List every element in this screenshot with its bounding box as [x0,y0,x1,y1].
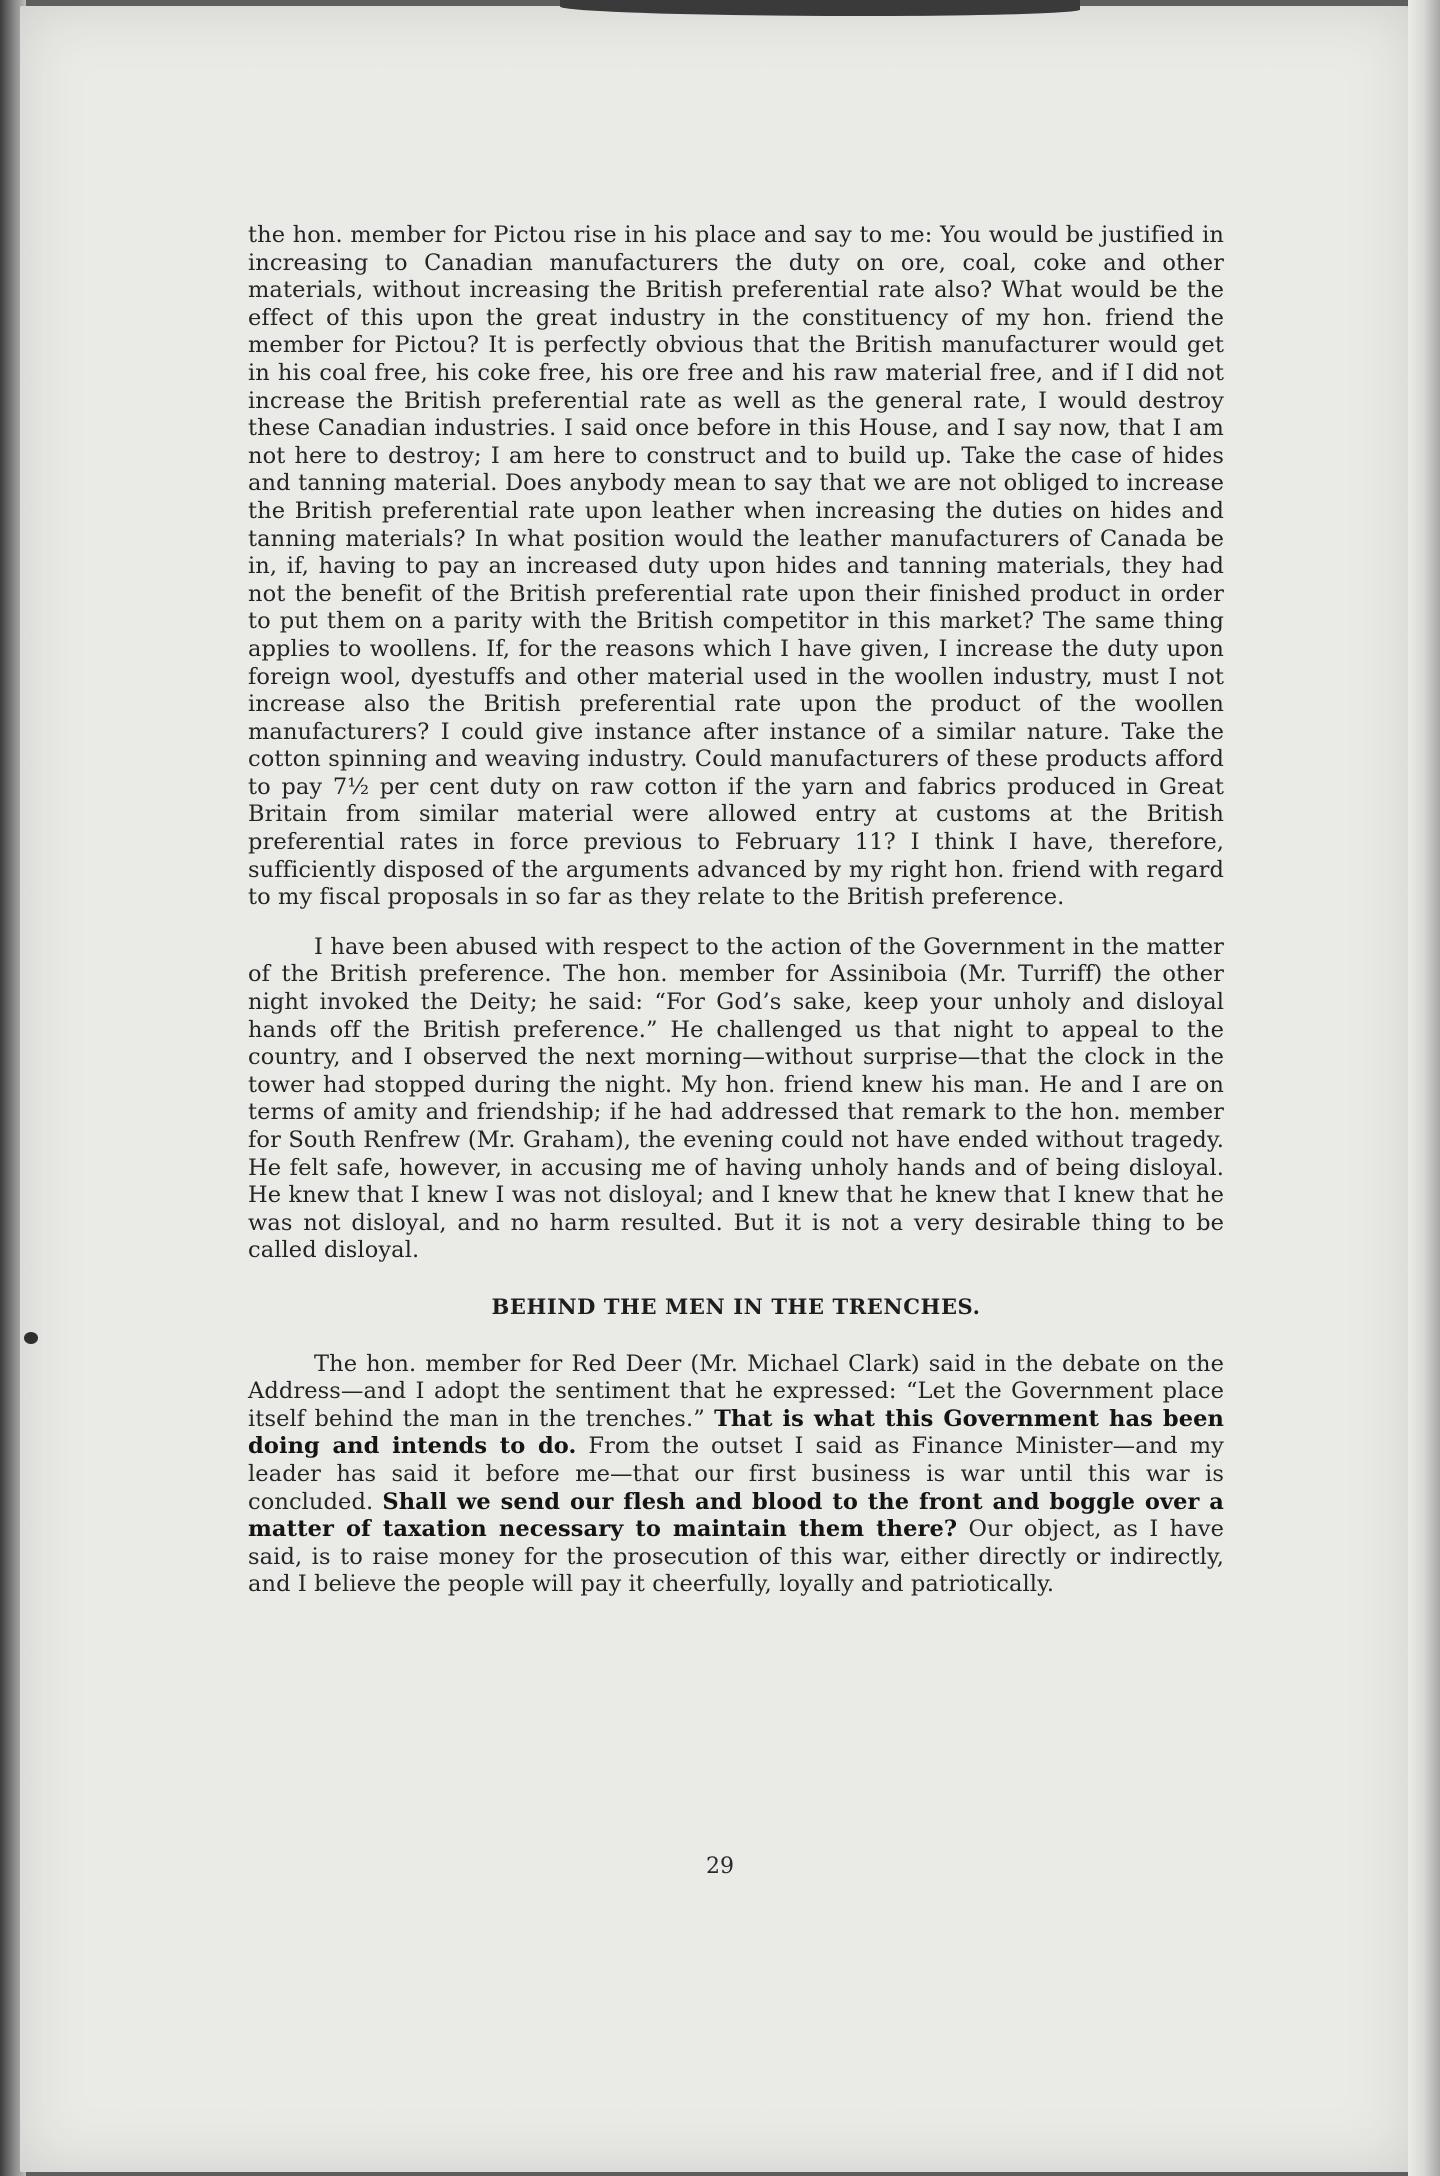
bold-text-run: Shall we send our flesh and blood to the front and boggle over a matter of taxation necessary to maintain them there? [248,1488,1224,1543]
paragraph-trenches [248,1351,1224,1599]
section-heading: BEHIND THE MEN IN THE TRENCHES. [491,1293,981,1319]
page-number: 29 [706,1854,734,1879]
paragraph-british-preference: I have been abused with respect to the action of the Government in the matter of the British preference. The hon. member for Assiniboia (Mr. Turriff) the other night invoked the Deity; he said: “For God’s sake, keep your unholy and disloyal hands off the British preference.” He challenged us that night to appeal to the country, and I observed the next morning—without surprise—that the clock in the tower had stopped during the night. My hon. friend knew his man. He and I are on terms of amity and friendship; if he had addressed that remark to the hon. member for South Renfrew (Mr. Graham), the evening could not have ended without tragedy. He felt safe, however, in accusing me of having unholy hands and of being disloyal. He knew that I knew I was not disloyal; and I knew that he knew that I knew that he was not disloyal, and no harm resulted. But it is not a very desirable thing to be called disloyal. [248,933,1224,1264]
text-run: The hon. member for Red Deer (Mr. Michael Clark) said in the debate on the Address—and I adopt the sentiment that he expressed: “Let the Government place itself behind the man in the trenches.” [248,1350,1224,1432]
text-run: From the outset I said as Finance Minister—and my leader has said it before me—that our first business is war until this war is concluded. [248,1433,1224,1515]
page-right-edge [1408,0,1440,2176]
body-text [248,222,1224,1621]
paragraph-continuation: the hon. member for Pictou rise in his place and say to me: You would be justified in increasing to Canadian manufacturers the duty on ore, coal, coke and other materials, without increasing the British preferential rate also? What would be the effect of this upon the great industry in the constituency of my hon. friend the member for Pictou? It is perfectly obvious that the British manufacturer would get in his coal free, his coke free, his ore free and his raw material free, and if I did not increase the British preferential rate as well as the general rate, I would destroy these Canadian industries. I said once before in this House, and I say now, that I am not here to destroy; I am here to construct and to build up. Take the case of hides and tanning material. Does anybody mean to say that we are not obliged to increase the British preferential rate upon leather when increasing the duties on hides and tanning materials? In what position would the leather manufacturers of Canada be in, if, having to pay an increased duty upon hides and tanning materials, they had not the benefit of the British preferential rate upon their finished product in order to put them on a parity with the British competitor in this market? The same thing applies to woollens. If, for the reasons which I have given, I increase the duty upon foreign wool, dyestuffs and other material used in the woollen industry, must I not increase also the British preferential rate upon the product of the woollen manufacturers? I could give instance after instance of a similar nature. Take the cotton spinning and weaving industry. Could manufacturers of these products afford to pay 7½ per cent duty on raw cotton if the yarn and fabrics produced in Great Britain from similar material were allowed entry at customs at the British preferential rates in force previous to February 11? I think I have, therefore, sufficiently disposed of the arguments advanced by my right hon. friend with regard to my fiscal proposals in so far as they relate to the British preference. [248,222,1224,911]
text-run: Our object, as I have said, is to raise money for the prosecution of this war, either directly or indirectly, and I believe the people will pay it cheerfully, loyally and patriotically. [248,1516,1224,1598]
binding-hole-mark [24,1332,38,1344]
bold-text-run: That is what this Government has been doing and intends to do. [248,1405,1224,1460]
